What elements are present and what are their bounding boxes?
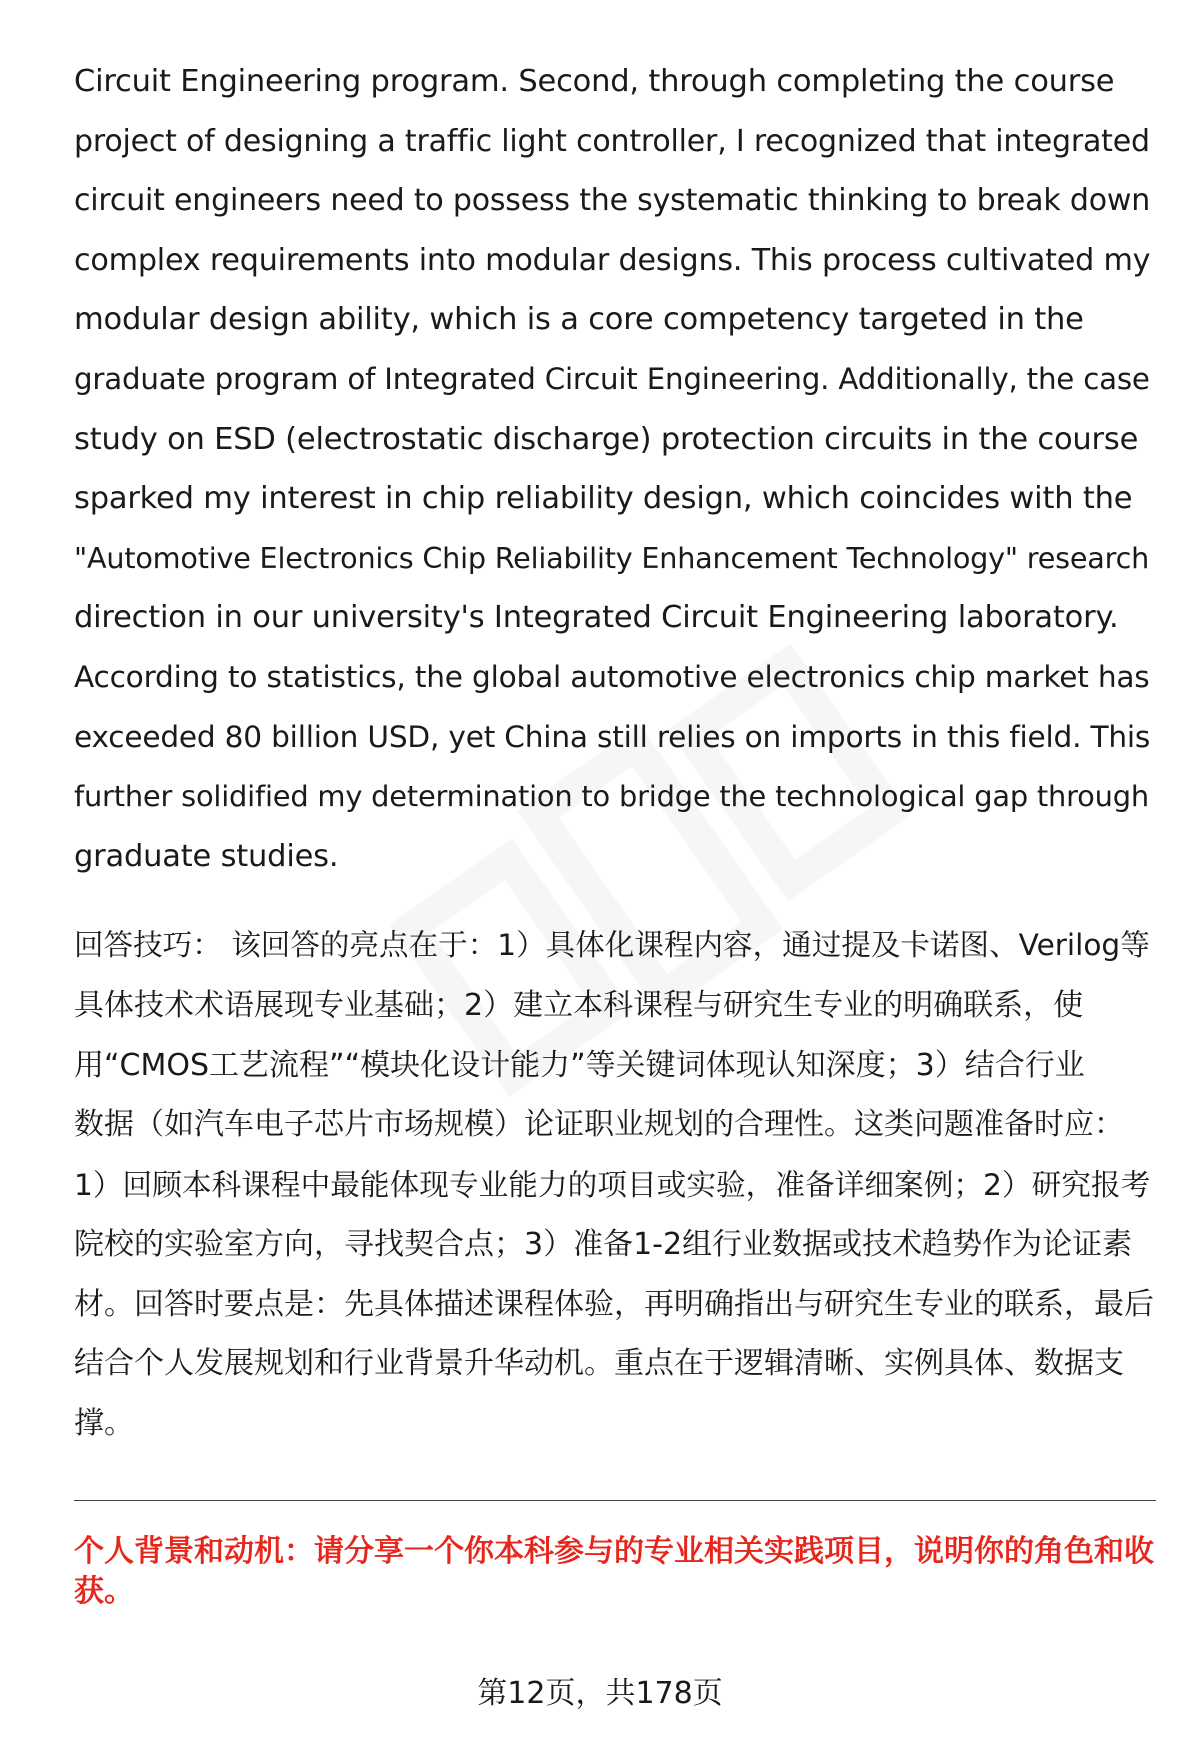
page-content	[74, 52, 1156, 1454]
answer-tips-paragraph	[74, 916, 1156, 1453]
answer-line: direction in our university's Integrated Circuit Engineering laboratory.	[74, 600, 1119, 636]
tips-line: 材。回答时要点是：先具体描述课程体验，再明确指出与研究生专业的联系，最后	[74, 1286, 1154, 1322]
answer-line: sparked my interest in chip reliability design, which coincides with the	[74, 481, 1133, 517]
question-line: 个人背景和动机：请分享一个你本科参与的专业相关实践项目，说明你的角色和收	[74, 1534, 1154, 1569]
tips-line: 撑。	[74, 1405, 134, 1441]
tips-line: 结合个人发展规划和行业背景升华动机。重点在于逻辑清晰、实例具体、数据支	[74, 1346, 1124, 1382]
page-number: 第12页，共178页	[477, 1676, 723, 1711]
answer-line: complex requirements into modular designs. This process cultivated my	[74, 242, 1151, 278]
tips-line: 院校的实验室方向，寻找契合点；3）准备1-2组行业数据或技术趋势作为论证素	[74, 1226, 1133, 1262]
answer-line: project of designing a traffic light controller, I recognized that integrated	[74, 123, 1150, 159]
answer-line: modular design ability, which is a core competency targeted in the	[74, 302, 1084, 338]
answer-line: "Automotive Electronics Chip Reliability Enhancement Technology" research	[74, 540, 1150, 575]
tips-line: 用“CMOS工艺流程”“模块化设计能力”等关键词体现认知深度；3）结合行业	[74, 1047, 1085, 1083]
answer-line: exceeded 80 billion USD, yet China still relies on imports in this field. This	[74, 719, 1151, 754]
answer-line: circuit engineers need to possess the systematic thinking to break down	[74, 183, 1151, 219]
answer-paragraph	[74, 52, 1156, 886]
tips-line: 回答技巧： 该回答的亮点在于：1）具体化课程内容，通过提及卡诺图、Verilog等	[74, 928, 1150, 963]
question-line: 获。	[74, 1574, 134, 1609]
answer-line: study on ESD (electrostatic discharge) protection circuits in the course	[74, 421, 1139, 457]
answer-line: Circuit Engineering program. Second, through completing the course	[74, 64, 1115, 99]
answer-line: graduate studies.	[74, 838, 339, 874]
answer-line: further solidified my determination to bridge the technological gap through	[74, 779, 1149, 814]
tips-line: 具体技术术语展现专业基础；2）建立本科课程与研究生专业的明确联系，使	[74, 988, 1084, 1024]
tips-line: 1）回顾本科课程中最能体现专业能力的项目或实验，准备详细案例；2）研究报考	[74, 1167, 1151, 1203]
section-divider	[74, 1500, 1156, 1501]
question-heading	[74, 1532, 1156, 1612]
answer-line: graduate program of Integrated Circuit Engineering. Additionally, the case	[74, 361, 1150, 396]
answer-line: According to statistics, the global automotive electronics chip market has	[74, 659, 1150, 694]
tips-line: 数据（如汽车电子芯片市场规模）论证职业规划的合理性。这类问题准备时应：	[74, 1107, 1124, 1143]
